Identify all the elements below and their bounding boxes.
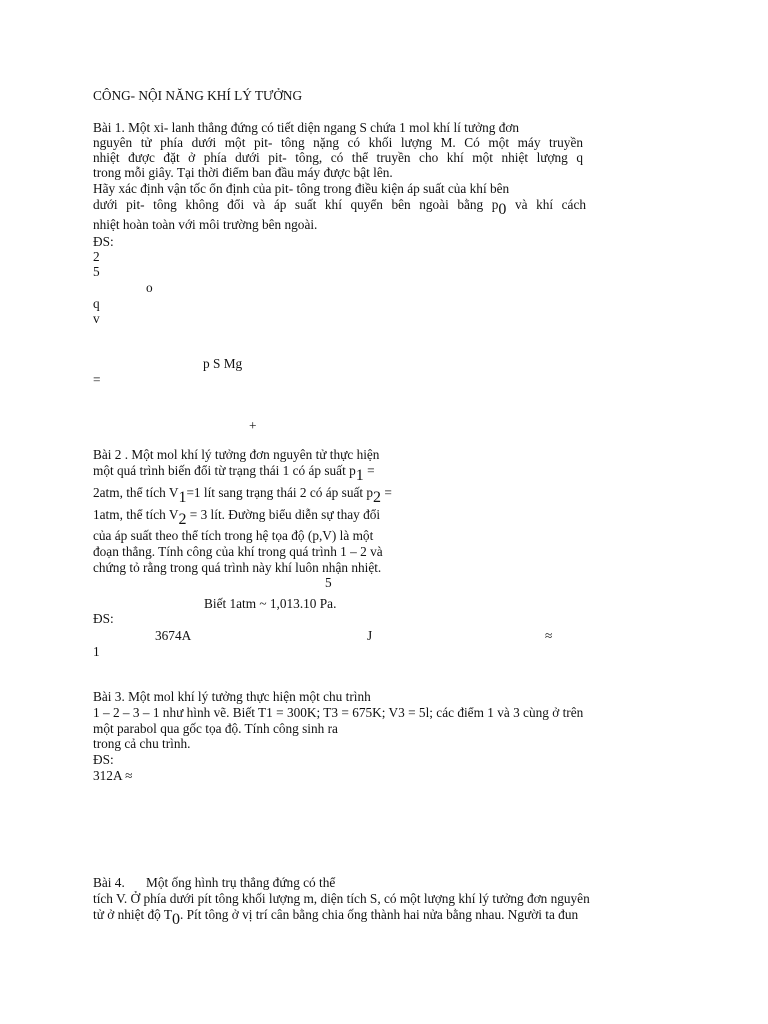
bai2-line-3 [93, 485, 392, 506]
bai2-line-7: chứng tỏ rằng trong quá trình này khí luôn nhận nhiệt. [93, 560, 382, 575]
bai1-line-1: Bài 1. Một xi- lanh thẳng đứng có tiết diện ngang S chứa 1 mol khí lí tưởng đơn [93, 120, 520, 135]
bai3-line-3: một parabol qua gốc tọa độ. Tính công sinh ra [93, 721, 338, 736]
bai4-line-1: Một ống hình trụ thẳng đứng có thể [146, 875, 336, 890]
p1-subscript: 1 [355, 467, 364, 484]
bai3-answer-label: ĐS: [93, 752, 114, 767]
bai1-line-6 [93, 197, 586, 218]
bai3-answer-value: 312A ≈ [93, 768, 133, 783]
bai2-answer-value: 3674A [155, 628, 192, 643]
bai1-frag-q: q [93, 296, 100, 311]
bai2-line-3-b: =1 lít sang trạng thái 2 có áp suất p [186, 485, 374, 500]
bai1-line-7: nhiệt hoàn toàn với môi trường bên ngoài. [93, 217, 318, 232]
p2-subscript: 2 [373, 489, 382, 506]
bai1-line-3: nhiệt được đặt ở phía dưới pit- tông, có thể truyền cho khí một nhiệt lượng q [93, 150, 583, 165]
bai3-line-4: trong cả chu trình. [93, 736, 191, 751]
bai1-line-5: Hãy xác định vận tốc ổn định của pit- tông trong điều kiện áp suất của khí bên [93, 181, 510, 196]
bai2-line-2 [93, 463, 375, 484]
bai4-line-3-b: . Pít tông ở vị trí cân bằng chia ống thành hai nửa bằng nhau. Người ta đun [180, 907, 579, 922]
bai2-answer-unit: J [367, 628, 373, 643]
page-title: CÔNG- NỘI NĂNG KHÍ LÝ TƯỞNG [93, 88, 303, 103]
bai3-line-1: Bài 3. Một mol khí lý tưởng thực hiện một chu trình [93, 689, 371, 704]
bai2-line-5: của áp suất theo thể tích trong hệ tọa độ (p,V) là một [93, 528, 374, 543]
bai4-line-3 [93, 907, 579, 928]
v2-subscript: 2 [178, 511, 187, 528]
bai2-line-2-a: một quá trình biến đổi từ trạng thái 1 có áp suất p [93, 463, 356, 478]
bai2-line-2-b: = [363, 463, 375, 478]
bai1-line-6-after: và khí cách [506, 197, 586, 212]
bai2-line-3-c: = [381, 485, 392, 500]
bai2-line-4-a: 1atm, thể tích V [93, 507, 179, 522]
bai1-frag-equals: = [93, 372, 101, 387]
bai1-frag-2: 2 [93, 249, 100, 264]
bai4-line-3-a: tử ở nhiệt độ T [93, 907, 172, 922]
bai1-answer-label: ĐS: [93, 234, 114, 249]
v1-subscript: 1 [178, 489, 187, 506]
bai1-line-4: trong mỗi giây. Tại thời điểm ban đầu máy được bật lên. [93, 165, 393, 180]
bai2-line-4-b: = 3 lít. Đường biểu diễn sự thay đổi [186, 507, 381, 522]
bai2-line-6: đoạn thẳng. Tính công của khí trong quá trình 1 – 2 và [93, 544, 383, 559]
bai2-line-3-a: 2atm, thể tích V [93, 485, 179, 500]
bai2-given: Biết 1atm ~ 1,013.10 Pa. [204, 596, 337, 611]
bai2-exponent: 5 [325, 575, 332, 590]
bai1-frag-v: v [93, 311, 100, 326]
bai2-answer-label: ĐS: [93, 611, 114, 626]
bai1-frag-plus: + [249, 418, 257, 433]
bai1-line-2: nguyên tử phía dưới một pit- tông nặng có khối lượng M. Có một máy truyền [93, 135, 583, 150]
bai3-line-2: 1 – 2 – 3 – 1 như hình vẽ. Biết T1 = 300K; T3 = 675K; V3 = 5l; các điểm 1 và 3 cùng ở trên [93, 705, 584, 720]
bai4-label: Bài 4. [93, 875, 125, 890]
p0-subscript: 0 [498, 201, 507, 218]
bai2-frag-1: 1 [93, 644, 100, 659]
bai2-approx: ≈ [545, 628, 553, 643]
bai2-line-1: Bài 2 . Một mol khí lý tưởng đơn nguyên tử thực hiện [93, 447, 380, 462]
bai1-frag-o: o [146, 280, 153, 295]
bai1-frag-psmg: p S Mg [203, 356, 243, 371]
bai4-line-2: tích V. Ở phía dưới pít tông khối lượng m, diện tích S, có một lượng khí lý tưởng đơn nguyên [93, 891, 590, 906]
bai2-line-4 [93, 507, 381, 528]
bai1-frag-5: 5 [93, 264, 100, 279]
t0-subscript: 0 [172, 911, 180, 928]
bai1-line-6-before: dưới pit- tông không đổi và áp suất khí quyển bên ngoài bằng p [93, 197, 499, 212]
